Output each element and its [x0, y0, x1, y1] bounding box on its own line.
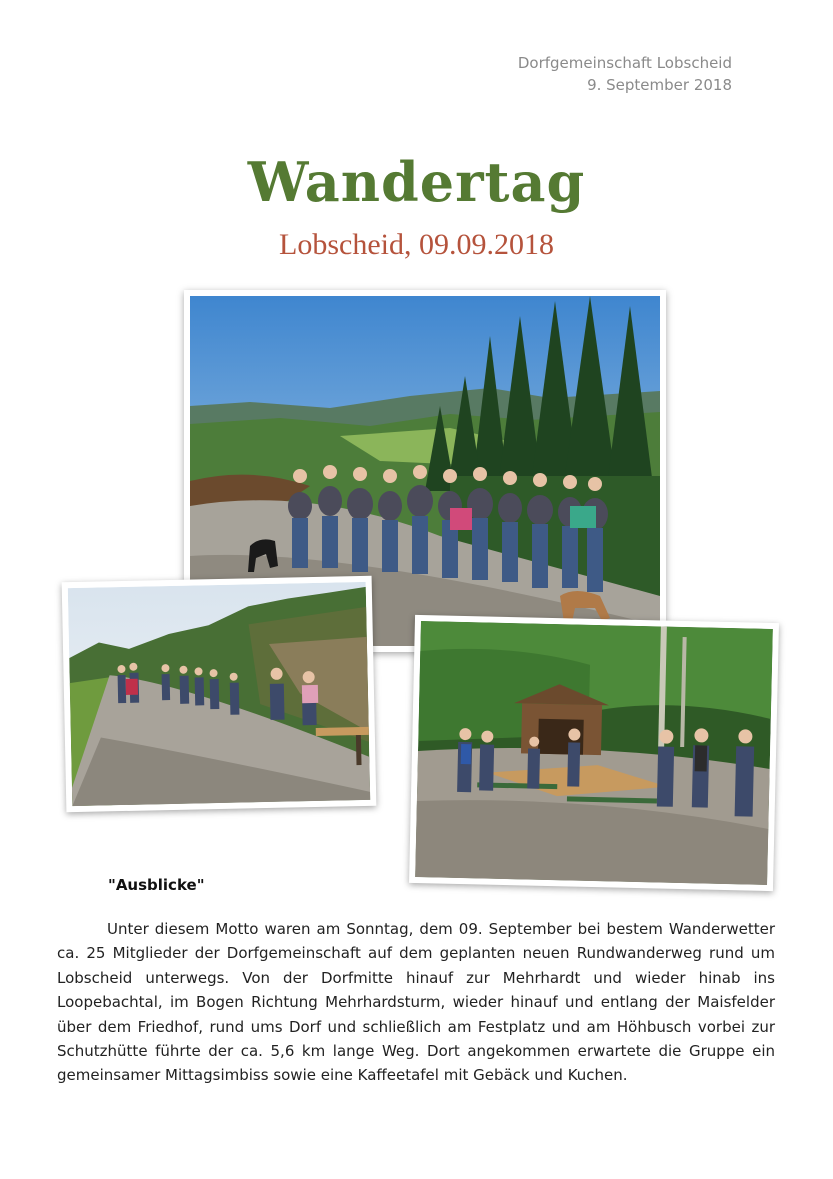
picnic-at-shelter-hut [409, 615, 779, 891]
article-body: Unter diesem Motto waren am Sonntag, dem 09. September bei bestem Wanderwetter ca. 25 Mitglieder der Dorfgemeinschaft auf dem geplanten neuen Rundwanderweg rund um Lobscheid unterwegs. Von der Dorfmitte hinauf zur Mehrhardt und wieder hinab ins Loopebachtal, im Bogen Richtung Mehrhardsturm, wieder hinauf und entlang der Maisfelder über dem Friedhof, rund ums Dorf und schließlich am Festplatz und am Höhbusch vorbei zur Schutzhütte führte der ca. 5,6 km lange Weg. Dort angekommen erwartete die Gruppe ein gemeinsamer Mittagsimbiss sowie eine Kaffeetafel mit Gebäck und Kuchen. [57, 920, 775, 1085]
document-header [518, 52, 732, 96]
page-subtitle: Lobscheid, 09.09.2018 [279, 228, 554, 261]
hikers-resting-on-bench [62, 576, 377, 812]
document-date: 9. September 2018 [587, 76, 732, 94]
page-title: Wandertag [247, 150, 586, 214]
section-heading: "Ausblicke" [108, 876, 205, 894]
organization-name: Dorfgemeinschaft Lobscheid [517, 54, 732, 72]
